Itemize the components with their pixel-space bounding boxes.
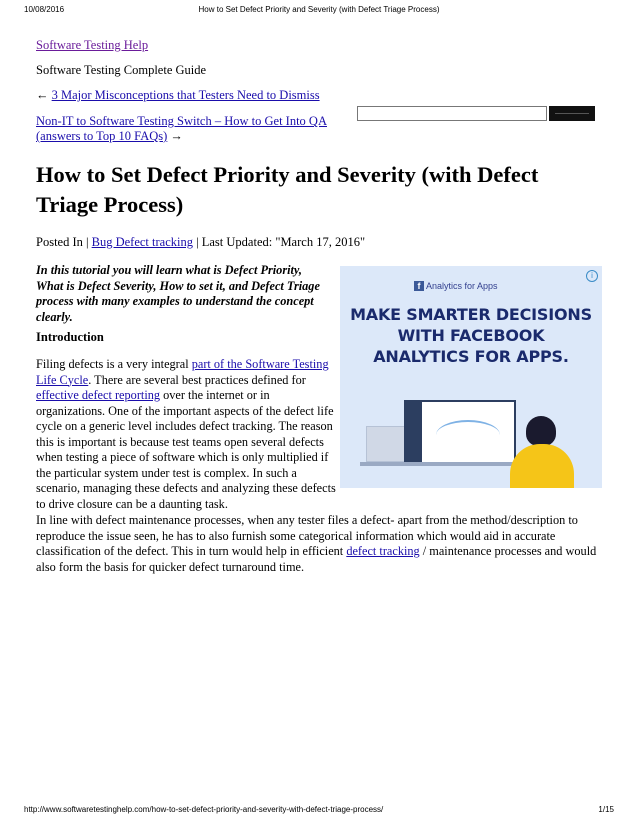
print-page-number: 1/15: [598, 805, 614, 814]
para1-text-1: Filing defects is a very integral: [36, 357, 192, 371]
search-input[interactable]: [357, 106, 547, 121]
facebook-analytics-ad[interactable]: [340, 266, 602, 488]
para2-text-2: / maintenance processes and would also form the basis for quicker defect turnaround time.: [36, 544, 597, 574]
para1-text-2: . There are several best practices defined for: [88, 372, 306, 387]
category-link[interactable]: Bug Defect tracking: [91, 235, 193, 249]
post-meta: [36, 235, 365, 250]
site-title-link[interactable]: Software Testing Help: [36, 38, 149, 52]
defect-maintenance-paragraph: [36, 513, 602, 575]
next-post-nav: [36, 114, 341, 144]
print-date: 10/08/2016: [24, 5, 65, 14]
intro-paragraph: [36, 357, 338, 512]
print-header: [0, 5, 638, 17]
adchoices-info-icon[interactable]: i: [586, 270, 598, 282]
ad-side-screen-illustration: [366, 426, 408, 462]
ad-headline-line-3: ANALYTICS FOR APPS.: [373, 347, 569, 366]
prev-post-link[interactable]: 3 Major Misconceptions that Testers Need to Dismiss: [51, 88, 320, 102]
ad-person-illustration: [526, 416, 556, 446]
para2-text-1: In line with defect maintenance processes, when any tester files a defect- apart from the method/description to reproduce the issue seen, he has to also furnish some categorical information which would aid in accurate classification of the defect. This in turn would help in efficient: [36, 513, 578, 558]
site-tagline: Software Testing Complete Guide: [36, 63, 207, 77]
print-page-title: How to Set Defect Priority and Severity (with Defect Triage Process): [198, 5, 440, 14]
print-url: http://www.softwaretestinghelp.com/how-to-set-defect-priority-and-severity-with-defect-triage-process/: [24, 805, 384, 814]
meta-last-updated: | Last Updated: "March 17, 2016": [193, 235, 366, 249]
post-title: How to Set Defect Priority and Severity (with Defect Triage Process): [36, 162, 539, 217]
defect-tracking-link[interactable]: defect tracking: [346, 544, 420, 558]
ad-person-body-illustration: [510, 444, 574, 488]
prev-post-nav: [36, 88, 320, 103]
facebook-logo-icon: f: [414, 281, 424, 291]
print-footer: [0, 805, 638, 817]
ad-headline-line-2: WITH FACEBOOK: [397, 326, 545, 345]
defect-reporting-link[interactable]: effective defect reporting: [36, 388, 161, 402]
section-heading-introduction: Introduction: [36, 330, 104, 344]
intro-summary: In this tutorial you will learn what is Defect Priority, What is Defect Severity, How to set it, and Defect Triage process with many examples to understand the concept clearly.: [36, 263, 320, 324]
ad-headline-line-1: MAKE SMARTER DECISIONS: [350, 305, 592, 324]
stlc-link[interactable]: part of the Software Testing Life Cycle: [36, 357, 329, 387]
search-button[interactable]: [549, 106, 595, 121]
right-arrow-icon: →: [170, 129, 183, 143]
ad-headline: [340, 304, 602, 367]
meta-prefix: Posted In |: [36, 235, 92, 249]
ad-brand: Analytics for Apps: [426, 281, 498, 291]
para1-text-3: over the internet or in organizations. One of the important aspects of the defect life cycle on a generic level includes defect tracking. The reason this is important is because test teams open several defects when testing a piece of software which is only multiplied if the particular system under test is complex. In such a scenario, managing these defects and analyzing these defects to drive closure can be a daunting task.: [36, 388, 336, 511]
next-post-link[interactable]: Non-IT to Software Testing Switch – How to Get Into QA (answers to Top 10 FAQs): [36, 114, 327, 143]
ad-dashboard-illustration: [404, 400, 516, 464]
left-arrow-icon: ←: [36, 88, 49, 102]
